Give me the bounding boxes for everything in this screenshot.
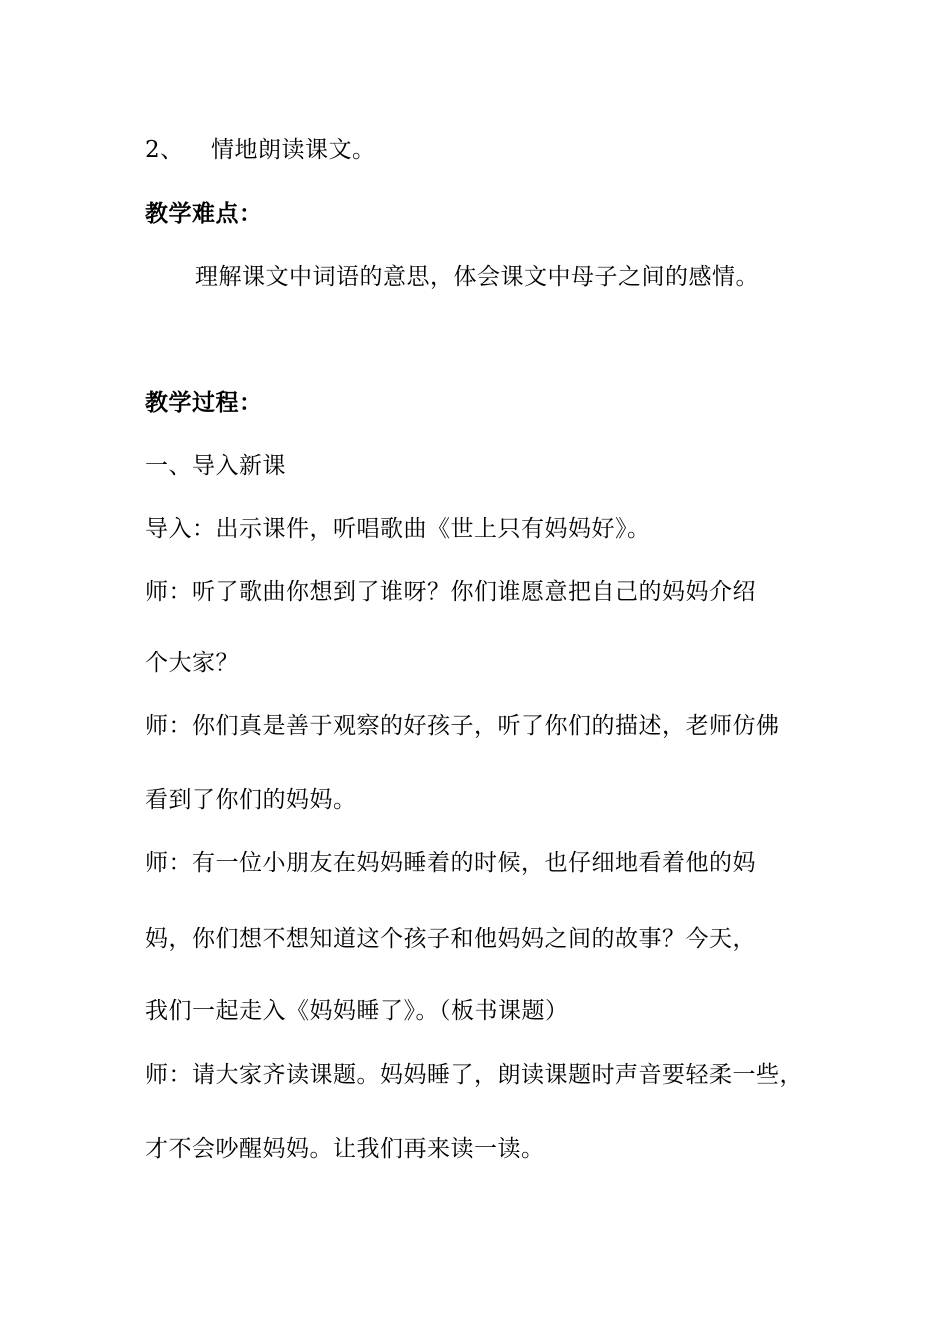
paragraph-line: 妈，你们想不想知道这个孩子和他妈妈之间的故事？今天，: [145, 926, 756, 952]
paragraph-line: 师：你们真是善于观察的好孩子，听了你们的描述，老师仿佛: [145, 713, 780, 739]
objective-item-2: [145, 135, 376, 165]
paragraph-line: 才不会吵醒妈妈。让我们再来读一读。: [145, 1136, 545, 1162]
paragraph-line: 师：有一位小朋友在妈妈睡着的时候，也仔细地看着他的妈: [145, 850, 756, 876]
paragraph-line: 师：请大家齐读课题。妈妈睡了，朗读课题时声音要轻柔一些，: [145, 1062, 803, 1088]
paragraph-line: 导入：出示课件，听唱歌曲《世上只有妈妈好》。: [145, 516, 651, 542]
list-number: 2、: [145, 137, 184, 163]
paragraph-line: 看到了你们的妈妈。: [145, 787, 357, 813]
paragraph-line: 个大家？: [145, 650, 239, 676]
paragraph-line: 师：听了歌曲你想到了谁呀？你们谁愿意把自己的妈妈介绍: [145, 579, 756, 605]
objective-text: 情地朗读课文。: [211, 137, 376, 163]
section-heading-process: 教学过程：: [145, 389, 263, 416]
section-heading-difficulty: 教学难点：: [145, 200, 263, 227]
subsection-heading-intro: 一、导入新课: [145, 453, 286, 479]
paragraph-line: 我们一起走入《妈妈睡了》。（板书课题）: [145, 998, 569, 1024]
difficulty-text: 理解课文中词语的意思，体会课文中母子之间的感情。: [195, 264, 759, 290]
